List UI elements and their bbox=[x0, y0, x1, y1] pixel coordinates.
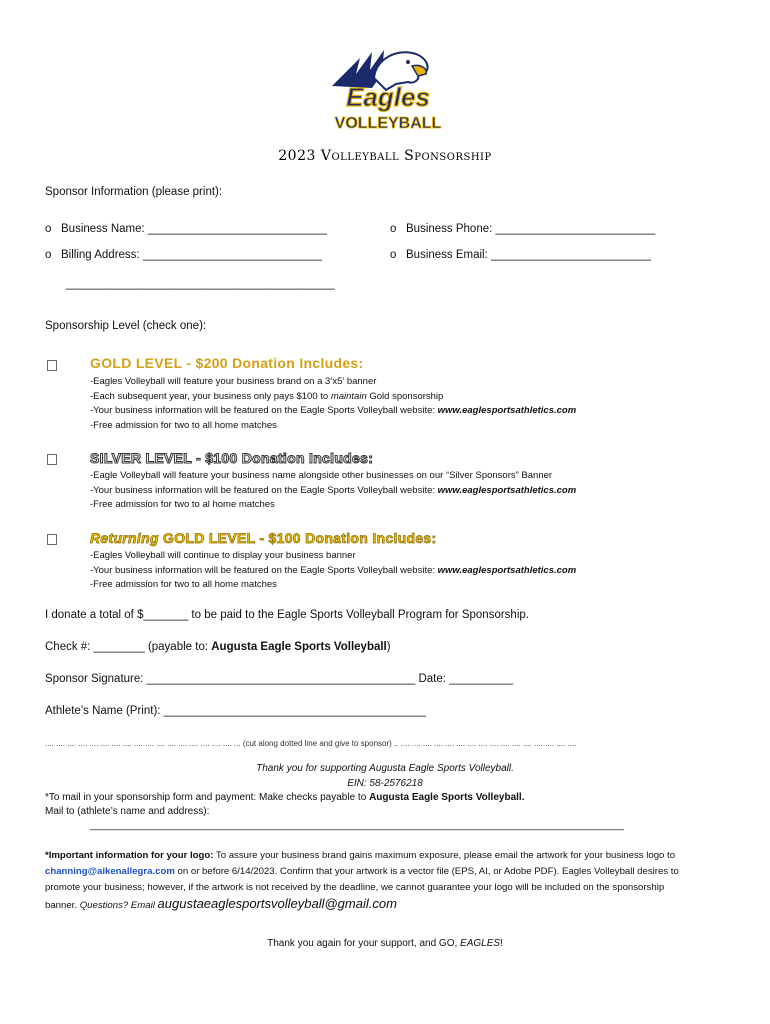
silver-level-checkbox[interactable] bbox=[47, 454, 57, 465]
silver-level-heading: SILVER LEVEL - $100 Donation Includes: bbox=[90, 450, 374, 466]
logo-email-link[interactable]: channing@aikenallegra.com bbox=[45, 866, 175, 877]
svg-text:VOLLEYBALL: VOLLEYBALL bbox=[334, 115, 442, 132]
bullet-icon: o bbox=[390, 223, 397, 235]
address-line-2: __________________________________________ bbox=[66, 278, 335, 290]
bullet-icon: o bbox=[390, 249, 397, 261]
gold-level-checkbox[interactable] bbox=[47, 360, 57, 371]
sponsor-info-label: Sponsor Information (please print): bbox=[45, 186, 223, 198]
svg-text:Eagles: Eagles bbox=[346, 82, 430, 112]
returning-gold-heading: Returning GOLD LEVEL - $100 Donation Includes: bbox=[90, 530, 437, 546]
mail-to-label: Mail to (athlete’s name and address): bbox=[45, 806, 210, 817]
page-title: 2023 Volleyball Sponsorship bbox=[278, 148, 492, 164]
business-name-field: o Business Name: ____________________________ bbox=[45, 223, 328, 235]
logo-info-paragraph: *Important information for your logo: To assure your business brand gains maximum exposure, please email the artwork for your business logo to channing@aikenallegra.com on or before 6/14/2023. Confirm that your artwork is a vector file (EPS, AI, or Adobe PDF). Eagles Volleyball desires to promote your business; however, if the artwork is not received by the deadline, we cannot guarantee your logo will be included on the sponsorship banner. Questions? Email augustaeaglesportsvolleyball@gmail.com bbox=[45, 850, 679, 911]
business-phone-field: o Business Phone: _________________________ bbox=[390, 223, 656, 235]
returning-gold-checkbox[interactable] bbox=[47, 534, 57, 545]
business-email-field: o Business Email: _________________________ bbox=[390, 249, 651, 261]
signature-date-line: Sponsor Signature: __________________________________________ Date: __________ bbox=[45, 673, 514, 685]
thanks-line: Thank you for supporting Augusta Eagle Sports Volleyball. bbox=[256, 763, 514, 774]
gold-level-details: -Eagles Volleyball will feature your business brand on a 3’x5’ banner -Each subsequent year, your business only pays $100 to maintain Gold sponsorship -Your business information will be featured on the Eagle Sports Volleyball website: www.eaglesportsathletics.com -Free admission for two to all home matches bbox=[90, 376, 577, 431]
bullet-icon: o bbox=[45, 223, 52, 235]
questions-email-link[interactable]: augustaeaglesportsvolleyball@gmail.com bbox=[157, 896, 397, 911]
sponsorship-level-label: Sponsorship Level (check one): bbox=[45, 320, 207, 332]
check-number-line: Check #: ________ (payable to: Augusta Eagle Sports Volleyball) bbox=[45, 641, 391, 653]
returning-gold-details: -Eagles Volleyball will continue to display your business banner -Your business information will be featured on the Eagle Sports Volleyball website: www.eaglesportsathletics.com -Free admission for two to all home matches bbox=[90, 550, 577, 590]
mail-instructions: *To mail in your sponsorship form and payment: Make checks payable to Augusta Eagle Sports Volleyball. bbox=[45, 792, 525, 803]
eagles-volleyball-logo bbox=[312, 44, 464, 134]
gold-level-heading: GOLD LEVEL - $200 Donation Includes: bbox=[90, 355, 364, 371]
athlete-name-line: Athlete’s Name (Print): _________________________________________ bbox=[45, 705, 426, 717]
mail-address-blank: ________________________________________________________________________________________________ bbox=[90, 820, 624, 831]
donation-amount-line: I donate a total of $_______ to be paid to the Eagle Sports Volleyball Program for Sponsorship. bbox=[45, 609, 529, 621]
final-thanks: Thank you again for your support, and GO, EAGLES! bbox=[267, 938, 503, 949]
cut-line: .... .... .... .... .... .... .... .... .... .... .... .... .... .... .... .... .... ... (cut along dotted line and give to sponsor) .. .... .... .... .... .... .... .... .... .... .... .... .... .... .... .... .... bbox=[45, 739, 577, 748]
billing-address-field: o Billing Address: ____________________________ bbox=[45, 249, 322, 261]
ein-line: EIN: 58-2576218 bbox=[347, 778, 423, 789]
bullet-icon: o bbox=[45, 249, 52, 261]
silver-level-details: -Eagle Volleyball will feature your business name alongside other businesses on our “Silver Sponsors” Banner -Your business information will be featured on the Eagle Sports Volleyball website: www.eaglesportsathletics.com -Free admission for two to al home matches bbox=[90, 470, 577, 510]
